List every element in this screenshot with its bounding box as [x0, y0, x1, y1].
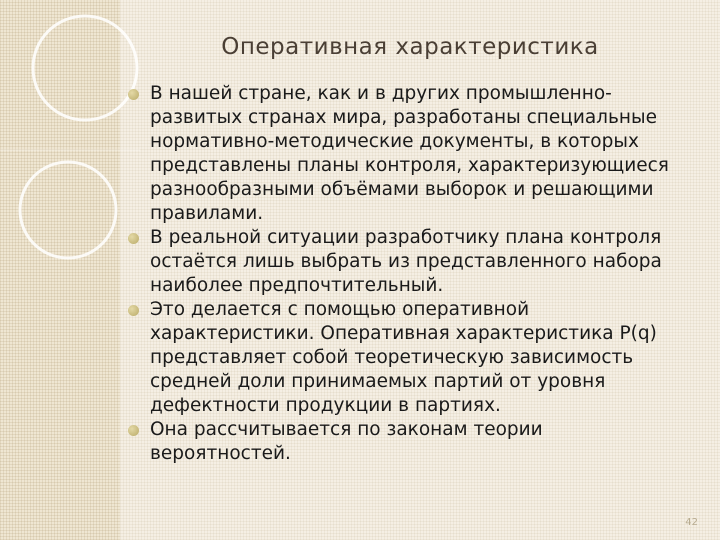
bullet-text: Это делается с помощью оперативной характеристики. Оперативная характеристика P(q) представляет собой теоретическую зависимость средней доли принимаемых партий от уровня дефектности продукции в партиях. [150, 299, 657, 416]
bullet-text: В реальной ситуации разработчику плана контроля остаётся лишь выбрать из представленного набора наиболее предпочтительный. [150, 227, 662, 296]
bullet-dot-icon [128, 425, 139, 436]
bullet-item [128, 298, 688, 418]
bullet-dot-icon [128, 305, 139, 316]
bullet-item [128, 226, 688, 298]
bullet-dot-icon [128, 233, 139, 244]
slide-title: Оперативная характеристика [221, 34, 599, 60]
decorative-circles [0, 0, 140, 300]
bullet-dot-icon [128, 89, 139, 100]
bullet-text: Она рассчитывается по законам теории вероятностей. [150, 419, 543, 464]
bullet-item [128, 82, 688, 226]
bullet-list [128, 82, 688, 466]
bullet-text: В нашей стране, как и в других промышленно-развитых странах мира, разработаны специальные нормативно-методические документы, в которых представлены планы контроля, характеризующиеся разнообразными объёмами выборок и решающими правилами. [150, 83, 669, 224]
page-number: 42 [685, 517, 698, 528]
bullet-item [128, 418, 688, 466]
